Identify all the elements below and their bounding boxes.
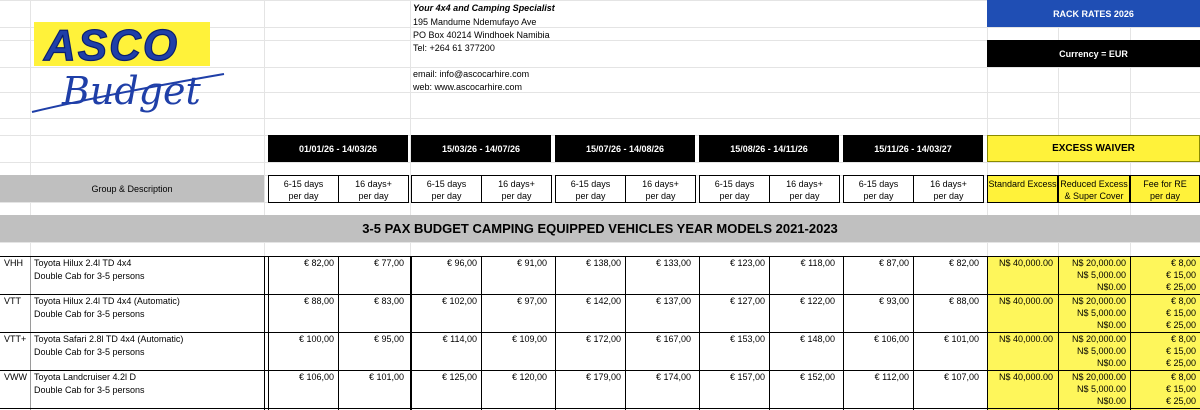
asco-budget-logo xyxy=(28,14,238,114)
logo-budget-text: Budget xyxy=(62,69,201,113)
rate-cell: € 91,00 xyxy=(516,258,547,268)
subhead-line-2: per day xyxy=(863,191,894,201)
rate-cell: € 107,00 xyxy=(943,372,979,382)
subhead-6-15-days xyxy=(411,175,482,203)
excess-subhead-2 xyxy=(1058,175,1130,203)
reduced-excess: N$ 5,000.00 xyxy=(1076,346,1126,356)
rate-cell: € 82,00 xyxy=(303,258,334,268)
rate-cell: € 114,00 xyxy=(442,334,477,344)
tagline: Your 4x4 and Camping Specialist xyxy=(413,3,555,13)
excess-subhead-line-1: Reduced Excess xyxy=(1060,179,1128,189)
rate-cell: € 101,00 xyxy=(943,334,979,344)
currency-label: Currency = EUR xyxy=(987,40,1200,67)
logo-asco-text: ASCO xyxy=(44,21,180,70)
reduced-excess: N$ 5,000.00 xyxy=(1076,384,1126,394)
vehicle-code: VTT+ xyxy=(4,334,27,344)
rate-cell: € 83,00 xyxy=(373,296,404,306)
rate-cell: € 148,00 xyxy=(799,334,835,344)
subhead-16-days-plus xyxy=(913,175,984,203)
address-line-2: PO Box 40214 Windhoek Namibia xyxy=(413,30,550,40)
reduced-excess: N$0.00 xyxy=(1096,282,1126,292)
table-col-border xyxy=(264,256,265,410)
rate-cell: € 96,00 xyxy=(446,258,477,268)
subhead-line-2: per day xyxy=(358,191,389,201)
subhead-6-15-days xyxy=(699,175,770,203)
reduced-excess: N$ 20,000.00 xyxy=(1071,258,1126,268)
rate-cell: € 167,00 xyxy=(655,334,691,344)
subhead-line-2: per day xyxy=(575,191,606,201)
subhead-16-days-plus xyxy=(769,175,840,203)
rate-cell: € 88,00 xyxy=(948,296,979,306)
rate-cell: € 101,00 xyxy=(368,372,404,382)
subhead-16-days-plus xyxy=(481,175,552,203)
vehicle-description: Double Cab for 3-5 persons xyxy=(34,347,145,357)
reduced-excess: N$ 20,000.00 xyxy=(1071,334,1126,344)
subhead-line-1: 16 days+ xyxy=(786,179,823,189)
subhead-line-1: 6-15 days xyxy=(570,179,611,189)
subhead-line-1: 16 days+ xyxy=(930,179,967,189)
excess-subhead-line-2: & Super Cover xyxy=(1064,191,1124,201)
re-fee-per-day: € 25,00 xyxy=(1165,282,1196,292)
rack-rates-title: RACK RATES 2026 xyxy=(987,0,1200,27)
period-header-5: 15/11/26 - 14/03/27 xyxy=(843,135,983,162)
re-fee-per-day: € 15,00 xyxy=(1165,346,1196,356)
grid-row-line xyxy=(0,162,1200,163)
rate-cell: € 172,00 xyxy=(585,334,621,344)
subhead-line-1: 6-15 days xyxy=(714,179,755,189)
subhead-line-2: per day xyxy=(645,191,676,201)
grid-row-line xyxy=(0,118,1200,119)
period-header-1: 01/01/26 - 14/03/26 xyxy=(268,135,408,162)
vehicle-code: VTT xyxy=(4,296,21,306)
vehicle-name: Toyota Hilux 2.4l TD 4x4 (Automatic) xyxy=(34,296,180,306)
rate-cell: € 118,00 xyxy=(800,258,835,268)
reduced-excess: N$ 20,000.00 xyxy=(1071,372,1126,382)
vehicle-description: Double Cab for 3-5 persons xyxy=(34,309,145,319)
group-description-header: Group & Description xyxy=(0,175,264,202)
website: web: www.ascocarhire.com xyxy=(413,82,523,92)
re-fee-per-day: € 15,00 xyxy=(1165,384,1196,394)
standard-excess: N$ 40,000.00 xyxy=(998,372,1053,382)
rate-cell: € 87,00 xyxy=(878,258,909,268)
re-fee-per-day: € 15,00 xyxy=(1165,308,1196,318)
rate-cell: € 112,00 xyxy=(874,372,909,382)
rate-cell: € 95,00 xyxy=(373,334,404,344)
subhead-line-1: 16 days+ xyxy=(355,179,392,189)
period-header-2: 15/03/26 - 14/07/26 xyxy=(411,135,551,162)
subhead-6-15-days xyxy=(843,175,914,203)
excess-subhead-line-1: Standard Excess xyxy=(988,179,1057,189)
rate-cell: € 157,00 xyxy=(729,372,765,382)
reduced-excess: N$0.00 xyxy=(1096,396,1126,406)
excess-waiver-title: EXCESS WAIVER xyxy=(987,135,1200,162)
rate-cell: € 123,00 xyxy=(729,258,765,268)
rate-cell: € 102,00 xyxy=(441,296,477,306)
rate-cell: € 77,00 xyxy=(373,258,404,268)
rate-cell: € 125,00 xyxy=(441,372,477,382)
subhead-line-1: 16 days+ xyxy=(498,179,535,189)
subhead-6-15-days xyxy=(268,175,339,203)
subhead-16-days-plus xyxy=(338,175,409,203)
standard-excess: N$ 40,000.00 xyxy=(998,334,1053,344)
rate-cell: € 152,00 xyxy=(799,372,835,382)
re-fee-per-day: € 8,00 xyxy=(1170,258,1196,268)
re-fee-per-day: € 8,00 xyxy=(1170,372,1196,382)
subhead-line-2: per day xyxy=(431,191,462,201)
rate-cell: € 82,00 xyxy=(948,258,979,268)
re-fee-per-day: € 25,00 xyxy=(1165,358,1196,368)
subhead-6-15-days xyxy=(555,175,626,203)
reduced-excess: N$0.00 xyxy=(1096,320,1126,330)
rate-cell: € 100,00 xyxy=(298,334,334,344)
standard-excess: N$ 40,000.00 xyxy=(998,258,1053,268)
subhead-line-1: 16 days+ xyxy=(642,179,679,189)
subhead-line-2: per day xyxy=(501,191,532,201)
subhead-16-days-plus xyxy=(625,175,696,203)
rate-cell: € 179,00 xyxy=(585,372,621,382)
re-fee-per-day: € 25,00 xyxy=(1165,320,1196,330)
re-fee-per-day: € 15,00 xyxy=(1165,270,1196,280)
rate-cell: € 109,00 xyxy=(511,334,547,344)
rate-cell: € 142,00 xyxy=(585,296,621,306)
rate-cell: € 137,00 xyxy=(655,296,691,306)
reduced-excess: N$ 5,000.00 xyxy=(1076,270,1126,280)
rate-cell: € 153,00 xyxy=(729,334,765,344)
rate-cell: € 122,00 xyxy=(799,296,835,306)
rate-cell: € 174,00 xyxy=(655,372,691,382)
address-line-1: 195 Mandume Ndemufayo Ave xyxy=(413,17,537,27)
vehicle-code: VHH xyxy=(4,258,24,268)
subhead-line-2: per day xyxy=(789,191,820,201)
excess-subhead-line-1: Fee for RE xyxy=(1143,179,1187,189)
table-bottom-border xyxy=(0,408,1200,409)
grid-row-line xyxy=(0,242,1200,243)
subhead-line-2: per day xyxy=(933,191,964,201)
rate-cell: € 120,00 xyxy=(511,372,547,382)
standard-excess: N$ 40,000.00 xyxy=(998,296,1053,306)
re-fee-per-day: € 8,00 xyxy=(1170,334,1196,344)
subhead-line-2: per day xyxy=(719,191,750,201)
rate-cell: € 133,00 xyxy=(655,258,691,268)
rate-cell: € 106,00 xyxy=(873,334,909,344)
re-fee-per-day: € 8,00 xyxy=(1170,296,1196,306)
vehicle-name: Toyota Hilux 2.4l TD 4x4 xyxy=(34,258,132,268)
category-banner: 3-5 PAX BUDGET CAMPING EQUIPPED VEHICLES YEAR MODELS 2021-2023 xyxy=(0,215,1200,242)
subhead-line-2: per day xyxy=(288,191,319,201)
re-fee-per-day: € 25,00 xyxy=(1165,396,1196,406)
excess-subhead-line-2: per day xyxy=(1149,191,1181,201)
excess-subhead-3 xyxy=(1130,175,1200,203)
vehicle-name: Toyota Safari 2.8l TD 4x4 (Automatic) xyxy=(34,334,184,344)
code-col-border xyxy=(30,256,31,410)
subhead-line-1: 6-15 days xyxy=(283,179,324,189)
reduced-excess: N$0.00 xyxy=(1096,358,1126,368)
vehicle-description: Double Cab for 3-5 persons xyxy=(34,271,145,281)
vehicle-code: VWW xyxy=(4,372,27,382)
rate-cell: € 106,00 xyxy=(298,372,334,382)
rate-cell: € 127,00 xyxy=(729,296,765,306)
telephone: Tel: +264 61 377200 xyxy=(413,43,495,53)
reduced-excess: N$ 20,000.00 xyxy=(1071,296,1126,306)
rate-cell: € 97,00 xyxy=(516,296,547,306)
period-header-4: 15/08/26 - 14/11/26 xyxy=(699,135,839,162)
excess-subhead-1 xyxy=(987,175,1058,203)
vehicle-description: Double Cab for 3-5 persons xyxy=(34,385,145,395)
period-header-3: 15/07/26 - 14/08/26 xyxy=(555,135,695,162)
reduced-excess: N$ 5,000.00 xyxy=(1076,308,1126,318)
rate-cell: € 138,00 xyxy=(585,258,621,268)
rate-cell: € 88,00 xyxy=(303,296,334,306)
subhead-line-1: 6-15 days xyxy=(858,179,899,189)
subhead-line-1: 6-15 days xyxy=(426,179,467,189)
vehicle-name: Toyota Landcruiser 4.2l D xyxy=(34,372,137,382)
rate-cell: € 93,00 xyxy=(878,296,909,306)
email: email: info@ascocarhire.com xyxy=(413,69,530,79)
